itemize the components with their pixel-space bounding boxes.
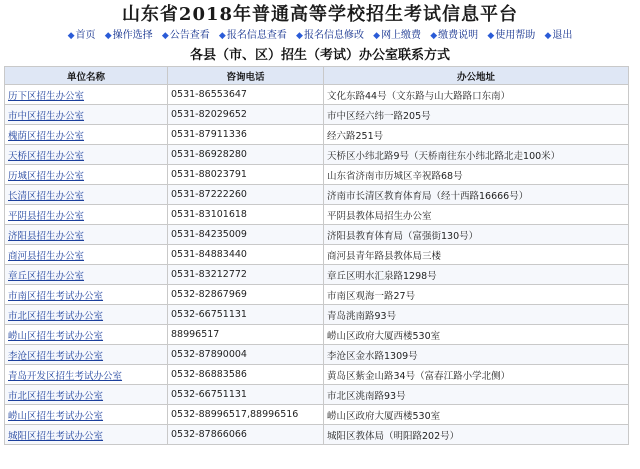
office-name-link[interactable]: 崂山区招生考试办公室 [5, 405, 168, 425]
office-name-link[interactable]: 崂山区招生考试办公室 [5, 325, 168, 345]
office-name-link[interactable]: 历城区招生办公室 [5, 165, 168, 185]
table-row [5, 365, 629, 385]
address-cell: 山东省济南市历城区辛祝路68号 [324, 165, 629, 185]
address-cell: 青岛洮南路93号 [324, 305, 629, 325]
address-cell: 章丘区明水汇泉路1298号 [324, 265, 629, 285]
table-row [5, 285, 629, 305]
phone-cell: 0532-66751131 [168, 385, 324, 405]
address-cell: 李沧区金水路1309号 [324, 345, 629, 365]
table-row [5, 225, 629, 245]
office-name-link[interactable]: 天桥区招生办公室 [5, 145, 168, 165]
table-row [5, 405, 629, 425]
contacts-table [4, 66, 629, 445]
bullet-icon: ◆ [544, 31, 552, 41]
table-row [5, 245, 629, 265]
bullet-icon: ◆ [104, 31, 112, 41]
column-header-phone: 咨询电话 [168, 67, 324, 85]
table-row [5, 85, 629, 105]
nav-view-registration[interactable]: ◆报名信息查看 [218, 30, 287, 41]
office-name-link[interactable]: 槐荫区招生办公室 [5, 125, 168, 145]
office-name-link[interactable]: 城阳区招生考试办公室 [5, 425, 168, 445]
address-cell: 市北区洮南路93号 [324, 385, 629, 405]
table-row [5, 105, 629, 125]
phone-cell: 0532-87866066 [168, 425, 324, 445]
office-name-link[interactable]: 市中区招生办公室 [5, 105, 168, 125]
table-row [5, 305, 629, 325]
address-cell: 崂山区政府大厦西楼530室 [324, 405, 629, 425]
phone-cell: 0532-88996517,88996516 [168, 405, 324, 425]
phone-cell: 0532-87890004 [168, 345, 324, 365]
bullet-icon: ◆ [373, 31, 381, 41]
phone-cell: 0531-82029652 [168, 105, 324, 125]
table-row [5, 265, 629, 285]
office-name-link[interactable]: 章丘区招生办公室 [5, 265, 168, 285]
table-row [5, 325, 629, 345]
address-cell: 崂山区政府大厦西楼530室 [324, 325, 629, 345]
nav-logout[interactable]: ◆退出 [544, 30, 573, 41]
office-name-link[interactable]: 济阳县招生办公室 [5, 225, 168, 245]
phone-cell: 0531-83101618 [168, 205, 324, 225]
bullet-icon: ◆ [67, 31, 75, 41]
address-cell: 经六路251号 [324, 125, 629, 145]
nav-bar [0, 28, 640, 44]
table-body [5, 85, 629, 445]
address-cell: 商河县青年路县教体局三楼 [324, 245, 629, 265]
table-header-row [5, 67, 629, 85]
nav-payment-info[interactable]: ◆缴费说明 [430, 30, 479, 41]
table-row [5, 125, 629, 145]
phone-cell: 0531-87222260 [168, 185, 324, 205]
bullet-icon: ◆ [430, 31, 438, 41]
nav-edit-registration[interactable]: ◆报名信息修改 [296, 30, 364, 41]
nav-home[interactable]: ◆首页 [67, 30, 96, 41]
bullet-icon: ◆ [161, 31, 169, 41]
phone-cell: 0531-84883440 [168, 245, 324, 265]
office-name-link[interactable]: 李沧区招生考试办公室 [5, 345, 168, 365]
column-header-address: 办公地址 [324, 67, 629, 85]
address-cell: 天桥区小纬北路9号（天桥南往东小纬北路北走100米） [324, 145, 629, 165]
office-name-link[interactable]: 市南区招生考试办公室 [5, 285, 168, 305]
table-row [5, 165, 629, 185]
bullet-icon: ◆ [296, 31, 303, 41]
table-row [5, 425, 629, 445]
page-title: 山东省2018年普通高等学校招生考试信息平台 [121, 4, 519, 25]
address-cell: 市中区经六纬一路205号 [324, 105, 629, 125]
table-row [5, 145, 629, 165]
phone-cell: 88996517 [168, 325, 324, 345]
office-name-link[interactable]: 市北区招生考试办公室 [5, 305, 168, 325]
office-name-link[interactable]: 平阴县招生办公室 [5, 205, 168, 225]
nav-online-payment[interactable]: ◆网上缴费 [373, 30, 422, 41]
phone-cell: 0531-86553647 [168, 85, 324, 105]
office-name-link[interactable]: 市北区招生考试办公室 [5, 385, 168, 405]
table-row [5, 385, 629, 405]
office-name-link[interactable]: 青岛开发区招生考试办公室 [5, 365, 168, 385]
phone-cell: 0531-84235009 [168, 225, 324, 245]
phone-cell: 0531-86928280 [168, 145, 324, 165]
phone-cell: 0532-66751131 [168, 305, 324, 325]
phone-cell: 0531-87911336 [168, 125, 324, 145]
phone-cell: 0532-86883586 [168, 365, 324, 385]
address-cell: 城阳区教体局（明阳路202号） [324, 425, 629, 445]
phone-cell: 0531-83212772 [168, 265, 324, 285]
address-cell: 平阴县教体局招生办公室 [324, 205, 629, 225]
nav-help[interactable]: ◆使用帮助 [487, 30, 536, 41]
bullet-icon: ◆ [487, 31, 495, 41]
address-cell: 济南市长清区教育体育局（经十西路16666号） [324, 185, 629, 205]
phone-cell: 0531-88023791 [168, 165, 324, 185]
office-name-link[interactable]: 长清区招生办公室 [5, 185, 168, 205]
bullet-icon: ◆ [218, 31, 226, 41]
address-cell: 济阳县教育体育局（富强街130号） [324, 225, 629, 245]
nav-operation[interactable]: ◆操作选择 [104, 30, 153, 41]
nav-announcement[interactable]: ◆公告查看 [161, 30, 210, 41]
office-name-link[interactable]: 历下区招生办公室 [5, 85, 168, 105]
table-row [5, 185, 629, 205]
address-cell: 文化东路44号（文东路与山大路路口东南） [324, 85, 629, 105]
section-title: 各县（市、区）招生（考试）办公室联系方式 [189, 48, 450, 63]
table-row [5, 205, 629, 225]
address-cell: 黄岛区紫金山路34号（富春江路小学北侧） [324, 365, 629, 385]
office-name-link[interactable]: 商河县招生办公室 [5, 245, 168, 265]
column-header-name: 单位名称 [5, 67, 168, 85]
table-row [5, 345, 629, 365]
phone-cell: 0532-82867969 [168, 285, 324, 305]
address-cell: 市南区观海一路27号 [324, 285, 629, 305]
